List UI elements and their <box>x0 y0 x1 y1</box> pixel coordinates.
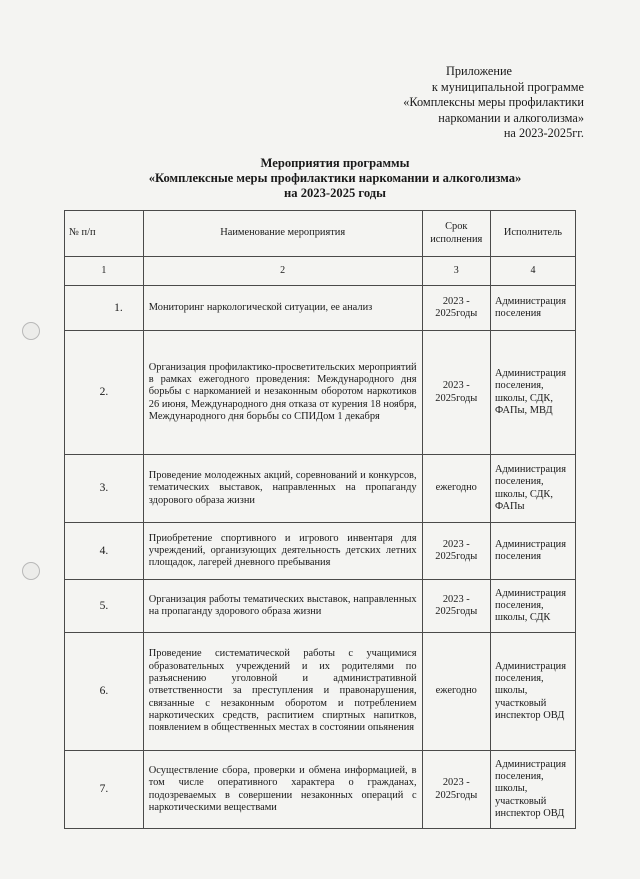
row-term: ежегодно <box>422 633 490 751</box>
row-term: 2023 - 2025годы <box>422 331 490 455</box>
document-title <box>125 156 545 201</box>
measures-table <box>64 210 576 829</box>
table-row <box>65 751 576 829</box>
punch-hole <box>22 562 40 580</box>
punch-hole <box>22 322 40 340</box>
title-line: «Комплексные меры профилактики наркомании и алкоголизма» <box>148 171 522 185</box>
row-term: 2023 - 2025годы <box>422 286 490 331</box>
row-number: 7. <box>65 751 144 829</box>
table-row <box>65 331 576 455</box>
appendix-line: «Комплексны меры профилактики <box>403 95 584 109</box>
row-name: Проведение молодежных акций, соревнований и конкурсов, тематических выставок, направленных на пропаганду здорового образа жизни <box>143 455 422 523</box>
row-executor: Администрация поселения, школы, СДК, ФАПы, МВД <box>490 331 575 455</box>
row-number: 5. <box>65 580 144 633</box>
column-number-row <box>65 257 576 286</box>
row-name: Приобретение спортивного и игрового инвентаря для учреждений, организующих деятельность детских летних площадок, лагерей дневного пребывания <box>143 523 422 580</box>
row-number: 3. <box>65 455 144 523</box>
row-term: 2023 - 2025годы <box>422 580 490 633</box>
row-executor: Администрация поселения, школы, СДК <box>490 580 575 633</box>
appendix-line: Приложение <box>446 64 512 78</box>
row-term: ежегодно <box>422 455 490 523</box>
row-executor: Администрация поселения, школы, СДК, ФАПы <box>490 455 575 523</box>
header-name: Наименование мероприятия <box>143 211 422 257</box>
row-name: Организация работы тематических выставок, направленных на пропаганду здорового образа жизни <box>143 580 422 633</box>
row-executor: Администрация поселения, школы, участковый инспектор ОВД <box>490 633 575 751</box>
row-number: 6. <box>65 633 144 751</box>
row-executor: Администрация поселения, школы, участковый инспектор ОВД <box>490 751 575 829</box>
row-name: Проведение систематической работы с учащимися образовательных учреждений и их родителями по разъяснению уголовной и административной ответственности за преступления и правонарушения, связанные с незаконным оборотом и потреблением наркотических средств, распитием спиртных напитков, появлением в общественных местах в состоянии опьянения <box>143 633 422 751</box>
table-row <box>65 633 576 751</box>
table-row <box>65 580 576 633</box>
row-term: 2023 - 2025годы <box>422 751 490 829</box>
appendix-line: на 2023-2025гг. <box>503 126 584 140</box>
table-row <box>65 455 576 523</box>
row-name: Организация профилактико-просветительских мероприятий в рамках ежегодного проведения: Международного дня борьбы с наркоманией и незаконным оборотом наркотиков 26 июня, Международного дня отказа от курения 18 ноября, Международного дня борьбы со СПИДом 1 декабря <box>143 331 422 455</box>
row-executor: Администрация поселения <box>490 286 575 331</box>
column-number: 2 <box>143 257 422 286</box>
row-name: Мониторинг наркологической ситуации, ее анализ <box>143 286 422 331</box>
column-number: 1 <box>65 257 144 286</box>
appendix-line: наркомании и алкоголизма» <box>438 110 584 125</box>
column-number: 3 <box>422 257 490 286</box>
column-number: 4 <box>490 257 575 286</box>
table-row <box>65 523 576 580</box>
appendix-block <box>403 64 584 142</box>
header-number: № п/п <box>65 211 144 257</box>
table-row <box>65 286 576 331</box>
appendix-line: к муниципальной программе <box>431 79 584 94</box>
row-executor: Администрация поселения <box>490 523 575 580</box>
row-number: 4. <box>65 523 144 580</box>
header-term: Срок исполнения <box>422 211 490 257</box>
title-line: на 2023-2025 годы <box>284 186 386 200</box>
row-number: 1. <box>65 286 144 331</box>
row-term: 2023 - 2025годы <box>422 523 490 580</box>
table-header-row <box>65 211 576 257</box>
header-executor: Исполнитель <box>490 211 575 257</box>
title-line: Мероприятия программы <box>260 156 410 170</box>
row-number: 2. <box>65 331 144 455</box>
row-name: Осуществление сбора, проверки и обмена информацией, в том числе оперативного характера о гражданах, подозреваемых в совершении незаконных операций с наркотическими веществами <box>143 751 422 829</box>
